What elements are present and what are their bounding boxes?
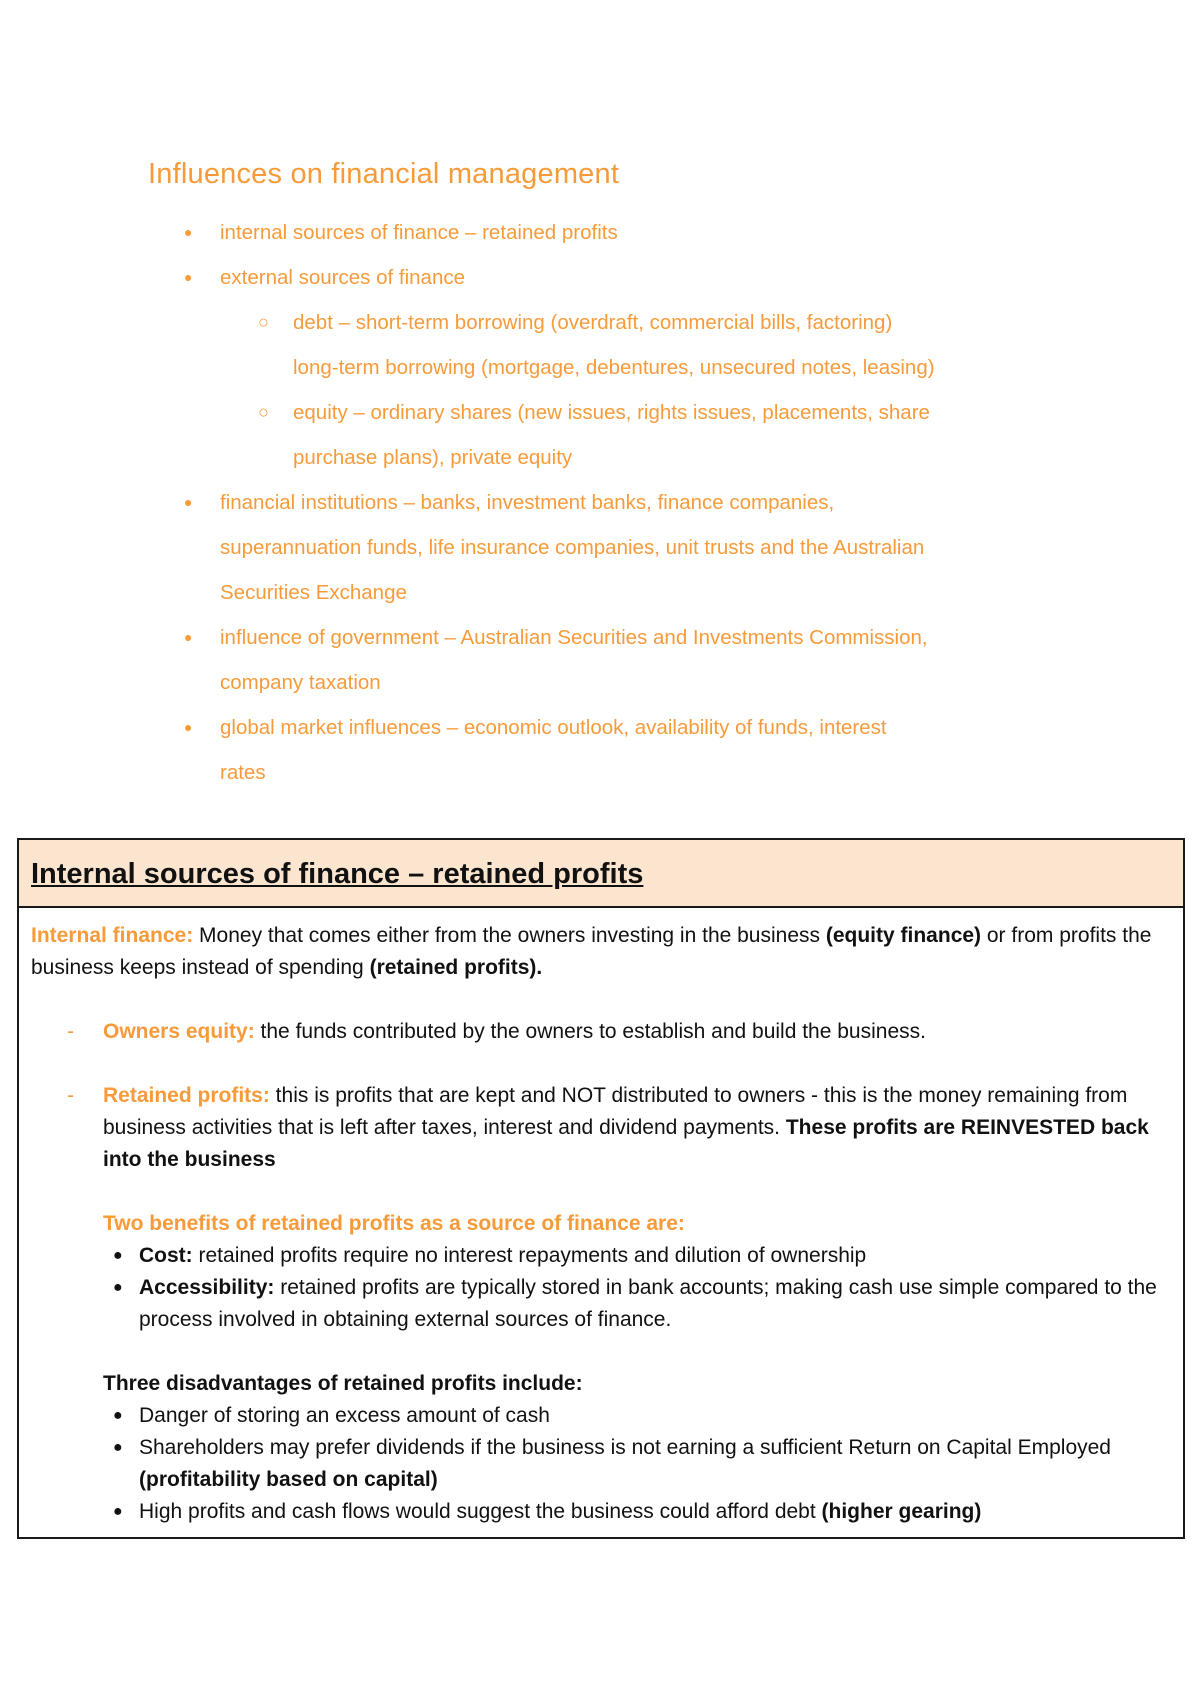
list-item: ● internal sources of finance – retained profits bbox=[148, 210, 1078, 255]
benefits-list bbox=[31, 1240, 1171, 1336]
box-body bbox=[19, 908, 1183, 1528]
list-item: ● Cost: retained profits require no interest repayments and dilution of ownership bbox=[103, 1240, 1171, 1272]
disadvantages-heading: Three disadvantages of retained profits include: bbox=[103, 1372, 583, 1395]
internal-finance-label: Internal finance: bbox=[31, 924, 194, 947]
bullet-icon: ● bbox=[113, 1279, 123, 1296]
retained-profits-item: - Retained profits: this is profits that are kept and NOT distributed to owners - this is the money remaining from business activities that is left after taxes, interest and dividend payments. These profits are REINVESTED back into the business bbox=[31, 1080, 1171, 1176]
circle-bullet-icon: ○ bbox=[258, 312, 269, 332]
benefits-heading: Two benefits of retained profits as a source of finance are: bbox=[103, 1212, 685, 1235]
sub-list-item: ○ equity – ordinary shares (new issues, rights issues, placements, share purchase plans), private equity bbox=[148, 390, 1078, 480]
sub-list-item: ○ debt – short-term borrowing (overdraft, commercial bills, factoring) long-term borrowing (mortgage, debentures, unsecured notes, leasing) bbox=[148, 300, 1078, 390]
bullet-icon: ● bbox=[184, 629, 193, 645]
list-item: ● Accessibility: retained profits are typically stored in bank accounts; making cash use simple compared to the process involved in obtaining external sources of finance. bbox=[103, 1272, 1171, 1336]
bullet-icon: ● bbox=[184, 719, 193, 735]
bullet-icon: ● bbox=[113, 1407, 123, 1424]
internal-finance-paragraph: Internal finance: Money that comes either from the owners investing in the business (equity finance) or from profits the business keeps instead of spending (retained profits). bbox=[31, 924, 1152, 979]
owners-equity-item: - Owners equity: the funds contributed by the owners to establish and build the business. bbox=[31, 1016, 1171, 1048]
outline-heading: Influences on financial management bbox=[148, 158, 620, 190]
list-item: ● High profits and cash flows would suggest the business could afford debt (higher gearing) bbox=[103, 1496, 1171, 1528]
dash-icon: - bbox=[67, 1084, 74, 1107]
disadvantages-list bbox=[31, 1400, 1171, 1528]
list-item: ● influence of government – Australian Securities and Investments Commission, company taxation bbox=[148, 615, 1078, 705]
owners-equity-label: Owners equity: bbox=[103, 1020, 255, 1043]
circle-bullet-icon: ○ bbox=[258, 402, 269, 422]
box-title: Internal sources of finance – retained profits bbox=[31, 858, 644, 890]
bullet-icon: ● bbox=[113, 1439, 123, 1456]
bullet-icon: ● bbox=[184, 269, 193, 285]
retained-profits-label: Retained profits: bbox=[103, 1084, 270, 1107]
list-item: ● Shareholders may prefer dividends if the business is not earning a sufficient Return on Capital Employed (profitability based on capital) bbox=[103, 1432, 1171, 1496]
box-header bbox=[19, 840, 1183, 908]
list-item: ● external sources of finance bbox=[148, 255, 1078, 300]
list-item: ● Danger of storing an excess amount of cash bbox=[103, 1400, 1171, 1432]
list-item: ● global market influences – economic outlook, availability of funds, interest rates bbox=[148, 705, 1078, 795]
list-item: ● financial institutions – banks, investment banks, finance companies, superannuation funds, life insurance companies, unit trusts and the Australian Securities Exchange bbox=[148, 480, 1078, 615]
dash-icon: - bbox=[67, 1020, 74, 1043]
bullet-icon: ● bbox=[184, 494, 193, 510]
bullet-icon: ● bbox=[113, 1503, 123, 1520]
topic-outline bbox=[148, 156, 1078, 795]
retained-profits-box bbox=[17, 838, 1185, 1539]
bullet-icon: ● bbox=[113, 1247, 123, 1264]
outline-list bbox=[148, 210, 1078, 795]
bullet-icon: ● bbox=[184, 224, 193, 240]
